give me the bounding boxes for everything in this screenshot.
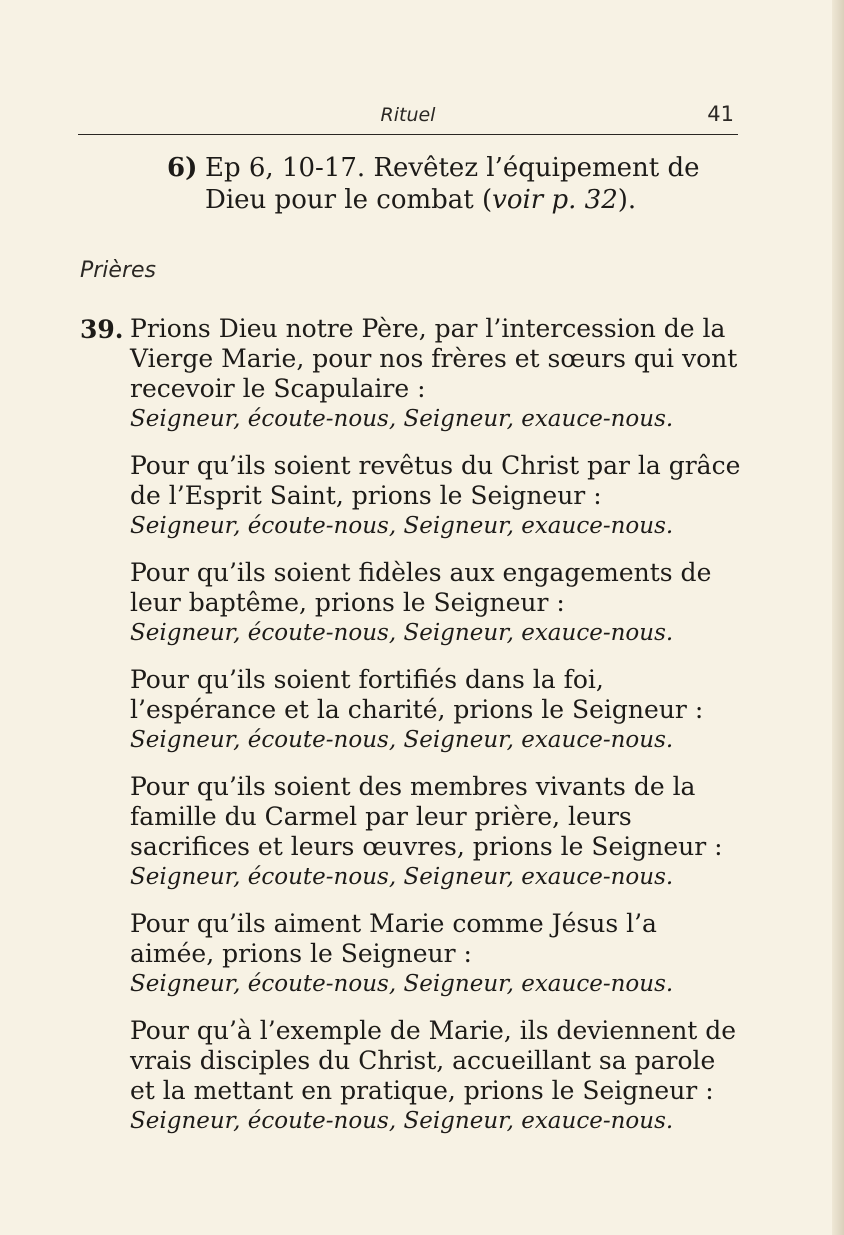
petition-response: Seigneur, écoute-nous, Seigneur, exauce-nous. [130,864,674,890]
petition-response: Seigneur, écoute-nous, Seigneur, exauce-nous. [130,620,674,646]
reading-text-end: ). [617,185,637,215]
petition-text: Pour qu’ils soient des membres vivants de la famille du Carmel par leur prière, leurs sacrifices et leurs œuvres, prions le Seigneur : [130,772,723,861]
reading-text-main: Ep 6, 10-17. Revêtez l’équipement de Dieu pour le combat ( [205,153,700,215]
petition-text: Prions Dieu notre Père, par l’intercession de la Vierge Marie, pour nos frères et sœurs qui vont recevoir le Scapulaire : [130,314,738,403]
petition-response: Seigneur, écoute-nous, Seigneur, exauce-nous. [130,406,674,432]
petition [130,1016,745,1136]
running-title: Rituel [380,104,436,126]
petition-list [130,314,745,1153]
prayer-number: 39. [80,315,124,344]
petition-text: Pour qu’ils soient revêtus du Christ par la grâce de l’Esprit Saint, prions le Seigneur : [130,451,741,510]
petition-text: Pour qu’ils aiment Marie comme Jésus l’a aimée, prions le Seigneur : [130,909,657,968]
page-edge [832,0,844,1235]
reading-reference: voir p. 32 [492,185,618,215]
petition [130,772,745,892]
running-header [78,100,738,135]
petition-response: Seigneur, écoute-nous, Seigneur, exauce-nous. [130,513,674,539]
petition [130,665,745,755]
petition [130,909,745,999]
reading-number: 6) [167,153,198,183]
petition [130,314,745,434]
petition-text: Pour qu’ils soient fortifiés dans la foi, l’espérance et la charité, prions le Seigneur : [130,665,704,724]
petition-text: Pour qu’ils soient fidèles aux engagements de leur baptême, prions le Seigneur : [130,558,712,617]
reading-text [205,152,745,216]
petition-response: Seigneur, écoute-nous, Seigneur, exauce-nous. [130,971,674,997]
petition-text: Pour qu’à l’exemple de Marie, ils deviennent de vrais disciples du Christ, accueillant sa parole et la mettant en pratique, prions le Seigneur : [130,1016,737,1105]
petition [130,558,745,648]
petition-response: Seigneur, écoute-nous, Seigneur, exauce-nous. [130,727,674,753]
petition [130,451,745,541]
section-title: Prières [80,258,157,283]
page-number: 41 [707,102,734,126]
petition-response: Seigneur, écoute-nous, Seigneur, exauce-nous. [130,1108,674,1134]
